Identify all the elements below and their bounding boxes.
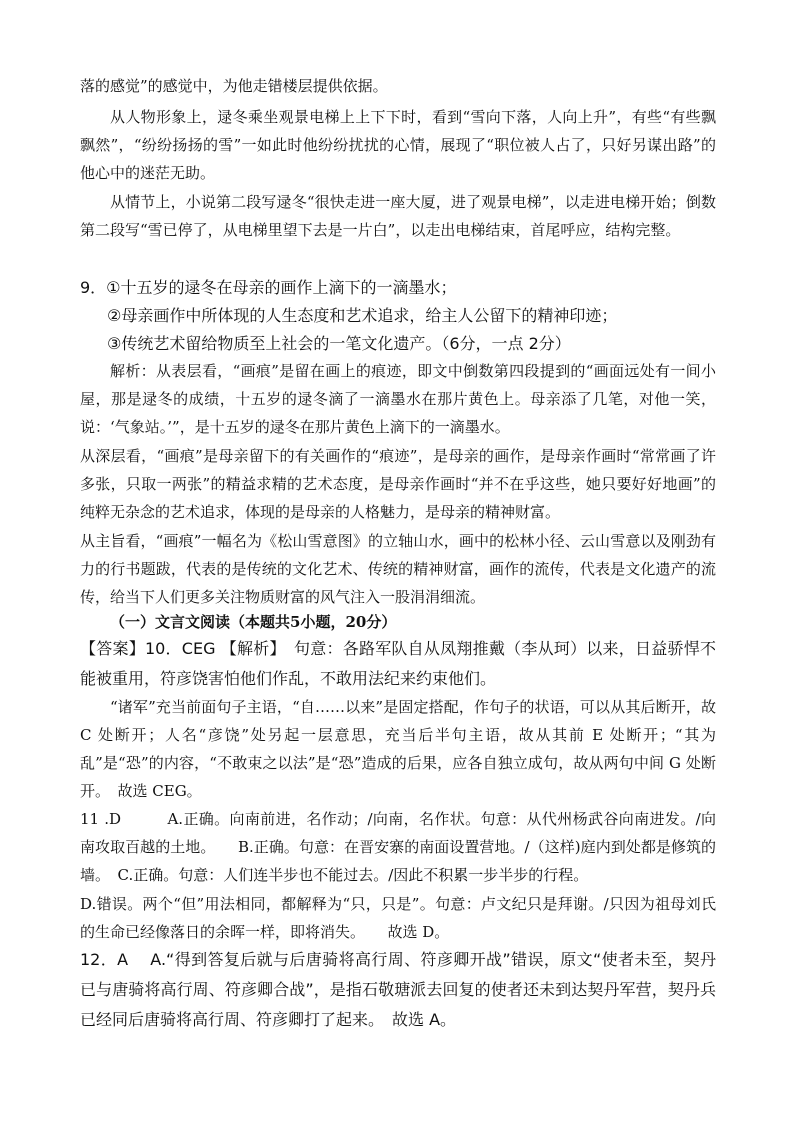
answer-10-explanation: “诸军”充当前面句子主语，“自……以来”是固定搭配，作句子的状语，可以从其后断开，故 C 处断开；人名“彦饶”处另起一层意思，充当后半句主语，故从其前 E 处断开；“其为乱”是“恐”的内容，“不敢束之以法”是“恐”造成的后果，应各自独立成句，故从两句中间 G 处断开。 故选 CEG。 — [80, 698, 716, 800]
answer-11-d: D.错误。两个“但”用法相同，都解释为“只，只是”。句意：卢文纪只是拜谢。/只因为祖母刘氏的生命已经像落日的余晖一样，即将消失。 故选 D。 — [80, 895, 716, 941]
answer-9-point-3: ③传统艺术留给物质至上社会的一笔文化遗产。（6分，一点 2分） — [107, 334, 571, 353]
analysis-deep: 从深层看，“画痕”是母亲留下的有关画作的“痕迹”，是母亲的画作，是母亲作画时“常常画了许多张，只取一两张”的精益求精的艺术态度，是母亲作画时“并不在乎这些，她只要好好地画”的纯粹无杂念的艺术追求，体现的是母亲的人格魅力，是母亲的精神财富。 — [80, 447, 716, 521]
analysis-surface: 解析：从表层看，“画痕”是留在画上的痕迹，即文中倒数第四段提到的“画面远处有一间小屋，那是逯冬的成绩，十五岁的逯冬滴了一滴墨水在那片黄色上。母亲添了几笔，对他一笑，说：‘气象站。’”，是十五岁的逯冬在那片黄色上滴下的一滴墨水。 — [80, 362, 716, 436]
answer-9-point-2: ②母亲画作中所体现的人生态度和艺术追求，给主人公留下的精神印迹； — [107, 306, 618, 325]
paragraph-continuation: 落的感觉”的感觉中，为他走错楼层提供依据。 — [80, 77, 388, 95]
paragraph-plot: 从情节上，小说第二段写逯冬“很快走进一座大厦，进了观景电梯”，以走进电梯开始；倒数第二段写“雪已停了，从电梯里望下去是一片白”，以走出电梯结束，首尾呼应，结构完整。 — [80, 193, 716, 239]
answer-11: 11 .D A.正确。向南前进，名作动；/向南，名作状。句意：从代州杨武谷向南进发。/向南攻取百越的土地。 B.正确。句意：在晋安寨的南面设置营地。/（这样)庭内到处都是修筑的墙。 C.正确。句意：人们连半步也不能过去。/因此不积累一步半步的行程。 — [80, 810, 716, 884]
section-heading-classical-reading: （一）文言文阅读（本题共5小题，20分） — [110, 613, 397, 631]
answer-9-point-1: 9．①十五岁的逯冬在母亲的画作上滴下的一滴墨水； — [80, 278, 457, 297]
analysis-theme: 从主旨看，“画痕”一幅名为《松山雪意图》的立轴山水，画中的松林小径、云山雪意以及刚劲有力的行书题跋，代表的是传统的文化艺术、传统的精神财富，画作的流传，代表是文化遗产的流传，给当下人们更多关注物质财富的风气注入一股涓涓细流。 — [80, 532, 716, 606]
answer-12: 12．A A.“得到答复后就与后唐骑将高行周、符彦卿开战”错误，原文“使者未至，契丹已与唐骑将高行周、符彦卿合战”，是指石敬瑭派去回复的使者还未到达契丹军营，契丹兵已经同后唐骑将高行周、符彦卿打了起来。 故选 A。 — [80, 950, 716, 1029]
answer-10: 【答案】10．CEG 【解析】 句意：各路军队自从凤翔推戴（李从珂）以来，日益骄悍不能被重用，符彦饶害怕他们作乱，不敢用法纪来约束他们。 — [80, 639, 716, 688]
paragraph-character-image: 从人物形象上，逯冬乘坐观景电梯上上下下时，看到“雪向下落，人向上升”，有些“有些飘飘然”，“纷纷扬扬的雪”一如此时他纷纷扰扰的心情，展现了“职位被人占了，只好另谋出路”的他心中的迷茫无助。 — [80, 108, 716, 182]
